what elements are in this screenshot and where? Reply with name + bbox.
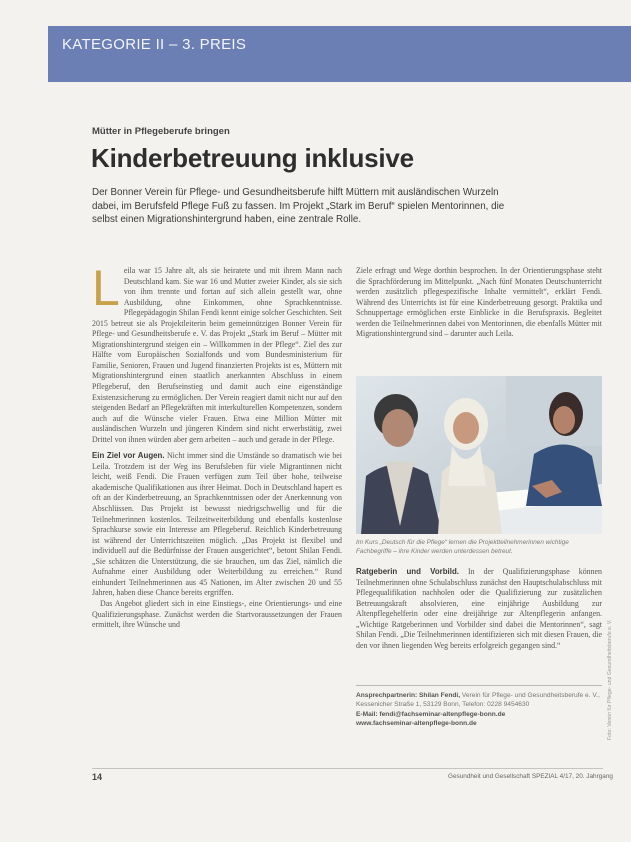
section-subhead: Ein Ziel vor Augen. xyxy=(92,451,165,461)
classroom-photo-illustration xyxy=(356,376,602,534)
footer-divider xyxy=(92,768,603,769)
page-number: 14 xyxy=(92,772,103,782)
article-column-left xyxy=(92,260,342,631)
paragraph-text: Nicht immer sind die Umstände so dramatisch wie bei Leila. Trotzdem ist der Weg ins Berufsleben für viele Migrantinnen nicht leicht, weiß Fendi. Die Frauen verfügen zum Teil über hohe, teilweise akademische Qualifikationen aus ihrer Heimat. Doch in Deutschland hapert es oft an der Kinderbetreuung, an Sprachkenntnissen oder der Anerkennung von Abschlüssen. Das Projekt ist bewusst niedrigschwellig und für die Teilnehmerinnen kostenlos. Teilzeitweiterbildung und ebenfalls kostenlose Sprachkurse sowie ein Interesse am Pflegeberuf. Reichlich Kinderbetreuung ist während der Unterrichtszeiten möglich. „Das Projekt ist flexibel und individuell auf die Bedürfnisse der Frauen ausgerichtet“, betont Shilan Fendi. „Sie schätzen die Unterstützung, die sie brauchen, um das Ziel, nämlich die Aufnahme einer Ausbildung oder Weiterbildung zu erreichen.“ Rund einhundert Teilnehmerinnen aus 45 Nationen, im Alter zwischen 20 und 55 Jahren, haben diese Chance bereits ergriffen. xyxy=(92,451,342,598)
paragraph xyxy=(92,599,342,631)
paragraph-text: Ziele erfragt und Wege dorthin besprochen. In der Orientierungsphase steht die Sprachförderung im Mittelpunkt. „Nach fünf Monaten Deutschunterricht werden zusätzlich pflegespezifische Inhalte vermittelt“, erklärt Fendi. Während des Unterrichts ist für eine Kinderbetreuung gesorgt. Praktika und Schnuppertage ermöglichen erste Einblicke in die Berufspraxis. Begleitet werden die Teilnehmerinnen dabei von Mentorinnen, die ebenfalls Mütter mit Migrationshintergrund sind – darunter auch Leila. xyxy=(356,266,602,339)
contact-website: www.fachseminar-altenpflege-bonn.de xyxy=(356,720,477,728)
article-column-right-top xyxy=(356,266,602,340)
paragraph xyxy=(92,260,342,445)
contact-box xyxy=(356,685,602,729)
paragraph-text: Das Angebot gliedert sich in eine Einstiegs-, eine Orientierungs- und eine Qualifizierungsphase. Zunächst werden die Startvoraussetzungen der Frauen ermittelt, ihre Wünsche und xyxy=(92,598,342,630)
category-banner xyxy=(48,26,631,82)
drop-cap: L xyxy=(92,260,120,316)
category-label: KATEGORIE II – 3. PREIS xyxy=(62,36,247,53)
article-column-right-bottom xyxy=(356,567,602,651)
contact-email: E-Mail: fendi@fachseminar-altenpflege-bonn.de xyxy=(356,710,506,718)
paragraph-text: eila war 15 Jahre alt, als sie heiratete und mit ihrem Mann nach Deutschland kam. Sie war 16 und Mutter zweier Kinder, als sie sich von ihm trennte und fortan auf sich allein gestellt war, ohne Ausbildung, ohne Einkommen, ohne Sprachkenntnisse. Pflegepädagogin Shilan Fendi kennt einige solcher Geschichten. Seit 2015 betreut sie als Projektleiterin beim gemeinnützigen Bonner Verein für Pflege- und Gesundheitsberufe e. V. das Projekt „Stark im Beruf – Mütter mit Migrationshintergrund steigen ein – Willkommen in der Pflege“. Ziel des zur Hälfte vom Europäischen Sozialfonds und vom Bundesministerium für Familie, Senioren, Frauen und Jugend finanzierten Projekts ist es, Müttern mit Migrationshintergrund einen staatlich anerkannten Abschluss in einem Pflegeberuf, den Berufseinstieg und damit auch eine eigenständige Existenzsicherung zu ermöglichen. Der Verein reagiert damit nicht nur auf den steigenden Bedarf an Pflegekräften mit interkulturellen Kompetenzen, sondern auch auf die Wünsche vieler Frauen. Etwa eine Million Mütter mit ausländischen Wurzeln und jüngeren Kindern sind nicht erwerbstätig, zwei Drittel von ihnen würden aber gern arbeiten – auch und gerade in der Pflege. xyxy=(92,266,342,444)
contact-person xyxy=(356,691,602,710)
article-title: Kinderbetreuung inklusive xyxy=(91,143,414,173)
paragraph xyxy=(92,451,342,599)
photo-credit: Foto: Verein für Pflege- und Gesundheitsberufe e. V. xyxy=(607,619,613,740)
contact-details: Verein für Pflege- und Gesundheitsberufe e. V., Kessenicher Straße 1, 53129 Bonn, Telefon: 0228 9454630 xyxy=(356,692,600,709)
paragraph-text: In der Qualifizierungsphase können Teilnehmerinnen ohne Schulabschluss zunächst den Hauptschulabschluss mit Pflegequalifikation nachholen oder die Qualifizierung zur zusätzlichen Betreuungskraft absolvieren, eine einjährige Ausbildung zur Altenpflegehelferin oder eine dreijährige zur Altenpflegerin anfangen. „Wichtige Ratgeberinnen und Vorbilder sind dabei die Mentorinnen“, sagt Shilan Fendi. „Die Teilnehmerinnen identifizieren sich mit diesen Frauen, die den vor ihnen liegenden Weg bereits erfolgreich gegangen sind.“ xyxy=(356,567,602,650)
journal-reference: Gesundheit und Gesellschaft SPEZIAL 4/17, 20. Jahrgang xyxy=(448,773,613,780)
section-subhead: Ratgeberin und Vorbild. xyxy=(356,567,459,576)
article-lead: Der Bonner Verein für Pflege- und Gesundheitsberufe hilft Müttern mit ausländischen Wurzeln dabei, im Berufsfeld Pflege Fuß zu fassen. Im Projekt „Stark im Beruf“ spielen Mentorinnen, die selbst einen Migrationshintergrund haben, eine zentrale Rolle. xyxy=(92,187,505,225)
article-photo xyxy=(356,376,602,534)
photo-caption: Im Kurs „Deutsch für die Pflege“ lernen die Projektteilnehmerinnen wichtige Fachbegriffe – ihre Kinder werden unterdessen betreut. xyxy=(356,539,569,555)
contact-name: Ansprechpartnerin: Shilan Fendi, xyxy=(356,692,461,699)
article-kicker: Mütter in Pflegeberufe bringen xyxy=(92,126,230,137)
